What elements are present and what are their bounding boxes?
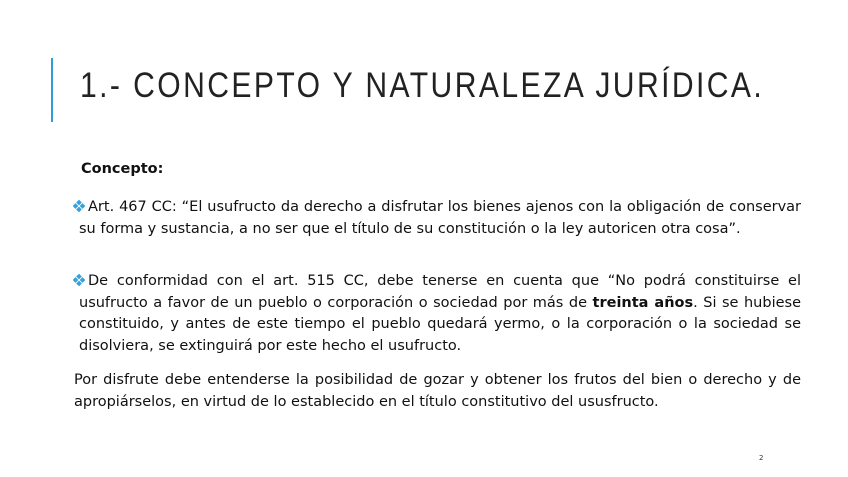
title-accent-bar xyxy=(51,58,53,122)
slide-title: 1.- CONCEPTO Y NATURALEZA JURÍDICA. xyxy=(80,66,765,105)
bullet-item xyxy=(79,271,801,357)
diamond-bullet-icon xyxy=(73,274,85,286)
bullet-text-bold: treinta años xyxy=(592,294,694,311)
bullet-text xyxy=(79,271,801,357)
bullet-text-before: De conformidad con el art. 515 CC, debe tenerse en cuenta que “No podrá constituirse el usufructo a favor de un pueblo o corporación o sociedad por más de xyxy=(79,273,801,311)
bullet-text: Art. 467 CC: “El usufructo da derecho a disfrutar los bienes ajenos con la obligación de conservar su forma y sustancia, a no ser que el título de su constitución o la ley autoricen otra cosa”. xyxy=(79,199,801,237)
page-number: 2 xyxy=(759,454,764,462)
diamond-bullet-icon xyxy=(73,200,85,212)
section-heading: Concepto: xyxy=(81,161,164,177)
bullet-text-after: . Si se hubiese constituido, y antes de este tiempo el pueblo quedará yermo, o la corporación o la sociedad se disolviera, se extinguirá por este hecho el usufructo. xyxy=(79,294,801,354)
body-paragraph: Por disfrute debe entenderse la posibilidad de gozar y obtener los frutos del bien o derecho y de apropiárselos, en virtud de lo establecido en el título constitutivo del ususfructo. xyxy=(74,372,801,410)
bullet-item xyxy=(79,197,801,240)
